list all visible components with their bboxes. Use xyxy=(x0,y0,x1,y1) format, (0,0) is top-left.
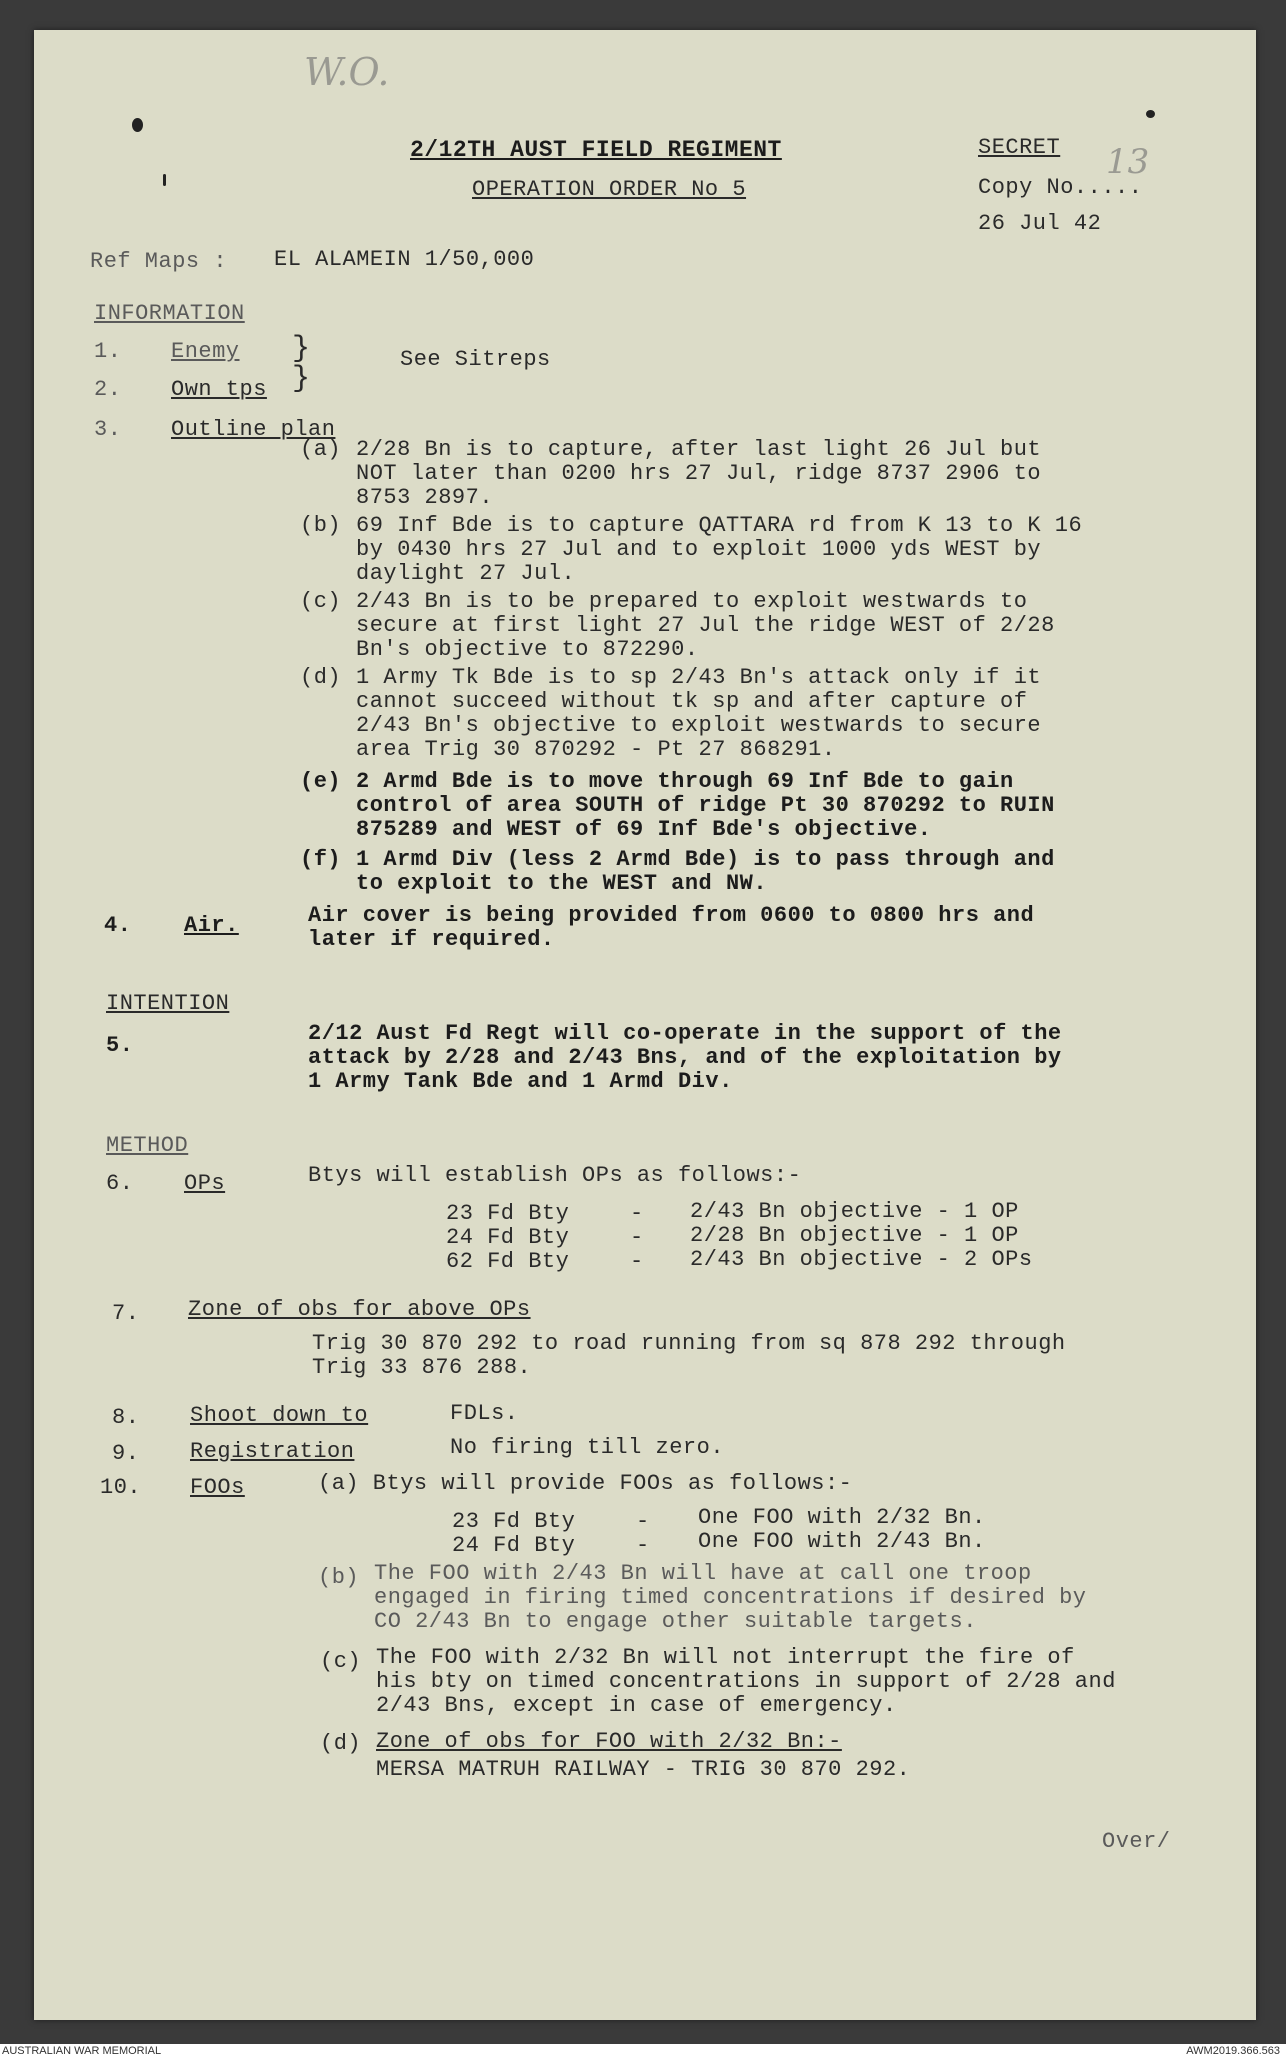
outline-line: control of area SOUTH of ridge Pt 30 870292 to RUIN xyxy=(356,793,1055,818)
foo-c-line: his bty on timed concentrations in support of 2/28 and xyxy=(376,1669,1116,1694)
order-date: 26 Jul 42 xyxy=(978,211,1102,236)
op-bty: 23 Fd Bty xyxy=(446,1201,570,1226)
foo-text: One FOO with 2/32 Bn. xyxy=(698,1505,986,1530)
outline-line: 2/43 Bn is to be prepared to exploit westwards to xyxy=(356,589,1028,614)
outline-line: 69 Inf Bde is to capture QATTARA rd from K 13 to K 16 xyxy=(356,513,1083,538)
foo-b-line: The FOO with 2/43 Bn will have at call one troop xyxy=(374,1561,1032,1586)
outline-line: 2 Armd Bde is to move through 69 Inf Bde to gain xyxy=(356,769,1014,794)
foos-label: FOOs xyxy=(190,1475,245,1500)
shoot-label: Shoot down to xyxy=(190,1403,369,1428)
foo-b-line: CO 2/43 Bn to engage other suitable targets. xyxy=(374,1609,977,1634)
foo-bty: 24 Fd Bty xyxy=(452,1533,576,1558)
archive-footer xyxy=(0,2044,1286,2061)
foo-b-line: engaged in firing timed concentrations if desired by xyxy=(374,1585,1087,1610)
handwritten-mark: W.O. xyxy=(304,50,390,94)
foo-d-label: Zone of obs for FOO with 2/32 Bn:- xyxy=(376,1729,842,1754)
item-letter: (c) xyxy=(300,589,342,614)
own-tps-label: Own tps xyxy=(171,377,267,402)
zone-label: Zone of obs for above OPs xyxy=(188,1297,531,1322)
para-number: 3. xyxy=(94,417,122,442)
foo-text: One FOO with 2/43 Bn. xyxy=(698,1529,986,1554)
outline-line: secure at first light 27 Jul the ridge WEST of 2/28 xyxy=(356,613,1055,638)
document-page xyxy=(34,30,1256,2020)
outline-line: NOT later than 0200 hrs 27 Jul, ridge 8737 2906 to xyxy=(356,461,1042,486)
copy-label: Copy No..... xyxy=(978,175,1143,200)
brace: } xyxy=(292,332,311,366)
ref-maps-value: EL ALAMEIN 1/50,000 xyxy=(274,247,535,272)
classification: SECRET xyxy=(978,135,1061,160)
foo-c-line: The FOO with 2/32 Bn will not interrupt the fire of xyxy=(376,1645,1075,1670)
over-marker: Over/ xyxy=(1102,1829,1171,1854)
foo-c-line: 2/43 Bns, except in case of emergency. xyxy=(376,1693,897,1718)
op-objective: 2/43 Bn objective - 1 OP xyxy=(690,1199,1019,1224)
outline-plan-label: Outline plan xyxy=(171,417,336,442)
item-letter: (b) xyxy=(300,513,342,538)
copy-number: 13 xyxy=(1106,142,1150,182)
op-dash: - xyxy=(630,1201,644,1226)
para-number: 4. xyxy=(104,913,132,938)
outline-line: 2/28 Bn is to capture, after last light 26 Jul but xyxy=(356,437,1042,462)
ops-label: OPs xyxy=(184,1171,226,1196)
para-number: 1. xyxy=(94,339,122,364)
unit-title: 2/12TH AUST FIELD REGIMENT xyxy=(410,137,782,163)
ink-spot xyxy=(1146,110,1155,118)
outline-line: 2/43 Bn's objective to exploit westwards to secure xyxy=(356,713,1042,738)
outline-line: daylight 27 Jul. xyxy=(356,561,576,586)
foo-bty: 23 Fd Bty xyxy=(452,1509,576,1534)
item-letter: (b) xyxy=(318,1565,360,1590)
foo-a: (a) Btys will provide FOOs as follows:- xyxy=(318,1471,853,1496)
see-sitreps: See Sitreps xyxy=(400,347,551,372)
foo-dash: - xyxy=(636,1509,650,1534)
outline-line: 8753 2897. xyxy=(356,485,494,510)
para-number: 2. xyxy=(94,377,122,402)
footer-source: AUSTRALIAN WAR MEMORIAL xyxy=(2,2045,162,2057)
ops-intro: Btys will establish OPs as follows:- xyxy=(308,1163,802,1188)
op-objective: 2/43 Bn objective - 2 OPs xyxy=(690,1247,1033,1272)
para-number: 10. xyxy=(100,1475,142,1500)
op-dash: - xyxy=(630,1249,644,1274)
item-letter: (e) xyxy=(300,769,342,794)
intention-line: 1 Army Tank Bde and 1 Armd Div. xyxy=(308,1069,733,1094)
zone-line: Trig 33 876 288. xyxy=(312,1355,532,1380)
para-number: 7. xyxy=(112,1301,140,1326)
air-line: Air cover is being provided from 0600 to 0800 hrs and xyxy=(308,903,1035,928)
air-label: Air. xyxy=(184,913,239,938)
op-objective: 2/28 Bn objective - 1 OP xyxy=(690,1223,1019,1248)
outline-line: Bn's objective to 872290. xyxy=(356,637,699,662)
ink-spot xyxy=(132,118,143,132)
intention-line: 2/12 Aust Fd Regt will co-operate in the support of the xyxy=(308,1021,1062,1046)
outline-line: by 0430 hrs 27 Jul and to exploit 1000 yds WEST by xyxy=(356,537,1042,562)
brace: } xyxy=(292,362,311,396)
op-dash: - xyxy=(630,1225,644,1250)
shoot-value: FDLs. xyxy=(450,1401,519,1426)
outline-line: cannot succeed without tk sp and after capture of xyxy=(356,689,1028,714)
item-letter: (a) xyxy=(300,437,342,462)
intention-heading: INTENTION xyxy=(106,991,230,1016)
item-letter: (d) xyxy=(300,665,342,690)
order-title: OPERATION ORDER No 5 xyxy=(472,177,747,202)
item-letter: (f) xyxy=(300,847,342,872)
para-number: 5. xyxy=(106,1033,134,1058)
enemy-label: Enemy xyxy=(171,339,240,364)
outline-line: 1 Army Tk Bde is to sp 2/43 Bn's attack only if it xyxy=(356,665,1042,690)
air-line: later if required. xyxy=(308,927,555,952)
para-number: 9. xyxy=(112,1441,140,1466)
op-bty: 24 Fd Bty xyxy=(446,1225,570,1250)
foo-dash: - xyxy=(636,1533,650,1558)
ink-mark xyxy=(163,174,166,186)
intention-line: attack by 2/28 and 2/43 Bns, and of the exploitation by xyxy=(308,1045,1062,1070)
outline-line: 1 Armd Div (less 2 Armd Bde) is to pass through and xyxy=(356,847,1055,872)
outline-line: to exploit to the WEST and NW. xyxy=(356,871,768,896)
op-bty: 62 Fd Bty xyxy=(446,1249,570,1274)
information-heading: INFORMATION xyxy=(94,301,245,326)
item-letter: (c) xyxy=(320,1649,362,1674)
ref-maps-label: Ref Maps : xyxy=(90,249,228,274)
outline-line: area Trig 30 870292 - Pt 27 868291. xyxy=(356,737,836,762)
outline-line: 875289 and WEST of 69 Inf Bde's objective. xyxy=(356,817,932,842)
registration-label: Registration xyxy=(190,1439,355,1464)
footer-id: AWM2019.366.563 xyxy=(1186,2045,1280,2057)
foo-d-value: MERSA MATRUH RAILWAY - TRIG 30 870 292. xyxy=(376,1757,911,1782)
para-number: 8. xyxy=(112,1405,140,1430)
registration-value: No firing till zero. xyxy=(450,1435,725,1460)
item-letter: (d) xyxy=(320,1731,362,1756)
zone-line: Trig 30 870 292 to road running from sq 878 292 through xyxy=(312,1331,1066,1356)
para-number: 6. xyxy=(106,1171,134,1196)
method-heading: METHOD xyxy=(106,1133,189,1158)
